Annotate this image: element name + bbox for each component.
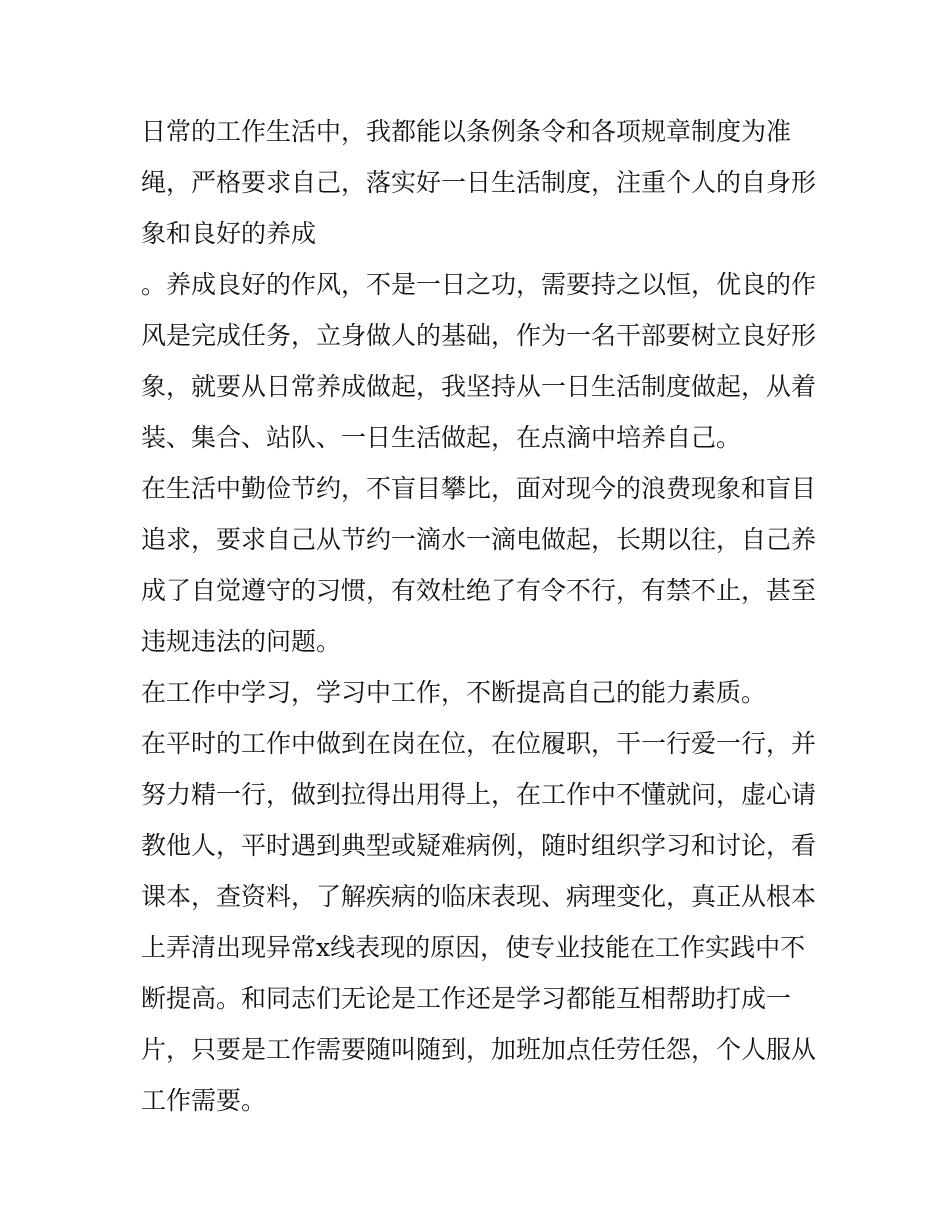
text-line: 成了自觉遵守的习惯，有效杜绝了有令不行，有禁不止，甚至 [141,576,817,605]
text-line: 努力精一行，做到拉得出用得上，在工作中不懂就问，虚心请 [141,780,817,809]
text-line: 绳，严格要求自己，落实好一日生活制度，注重个人的自身形 [141,168,817,197]
text-line: 教他人，平时遇到典型或疑难病例，随时组织学习和讨论，看 [141,831,817,860]
text-line: 追求，要求自己从节约一滴水一滴电做起，长期以往，自己养 [141,525,817,554]
text-line: 象和良好的养成 [141,219,317,248]
text-line: 断提高。和同志们无论是工作还是学习都能互相帮助打成一 [141,984,792,1013]
text-line: 上弄清出现异常x线表现的原因，使专业技能在工作实践中不 [141,933,806,962]
document-body [141,106,821,1126]
text-line: 在生活中勤俭节约，不盲目攀比，面对现今的浪费现象和盲目 [141,474,817,503]
text-line: 日常的工作生活中，我都能以条例条令和各项规章制度为准 [141,117,792,146]
text-line: 片，只要是工作需要随叫随到，加班加点任劳任怨，个人服从 [141,1035,817,1064]
text-line: 。养成良好的作风，不是一日之功，需要持之以恒，优良的作 [141,270,817,299]
text-line: 课本，查资料，了解疾病的临床表现、病理变化，真正从根本 [141,882,817,911]
text-line: 风是完成任务，立身做人的基础，作为一名干部要树立良好形 [141,321,817,350]
text-line: 象，就要从日常养成做起，我坚持从一日生活制度做起，从着 [141,372,817,401]
text-line: 违规违法的问题。 [141,627,342,656]
text-line: 在工作中学习，学习中工作，不断提高自己的能力素质。 [141,678,767,707]
text-line: 工作需要。 [141,1086,267,1115]
text-line: 在平时的工作中做到在岗在位，在位履职，干一行爱一行，并 [141,729,817,758]
text-line: 装、集合、站队、一日生活做起，在点滴中培养自己。 [141,423,742,452]
